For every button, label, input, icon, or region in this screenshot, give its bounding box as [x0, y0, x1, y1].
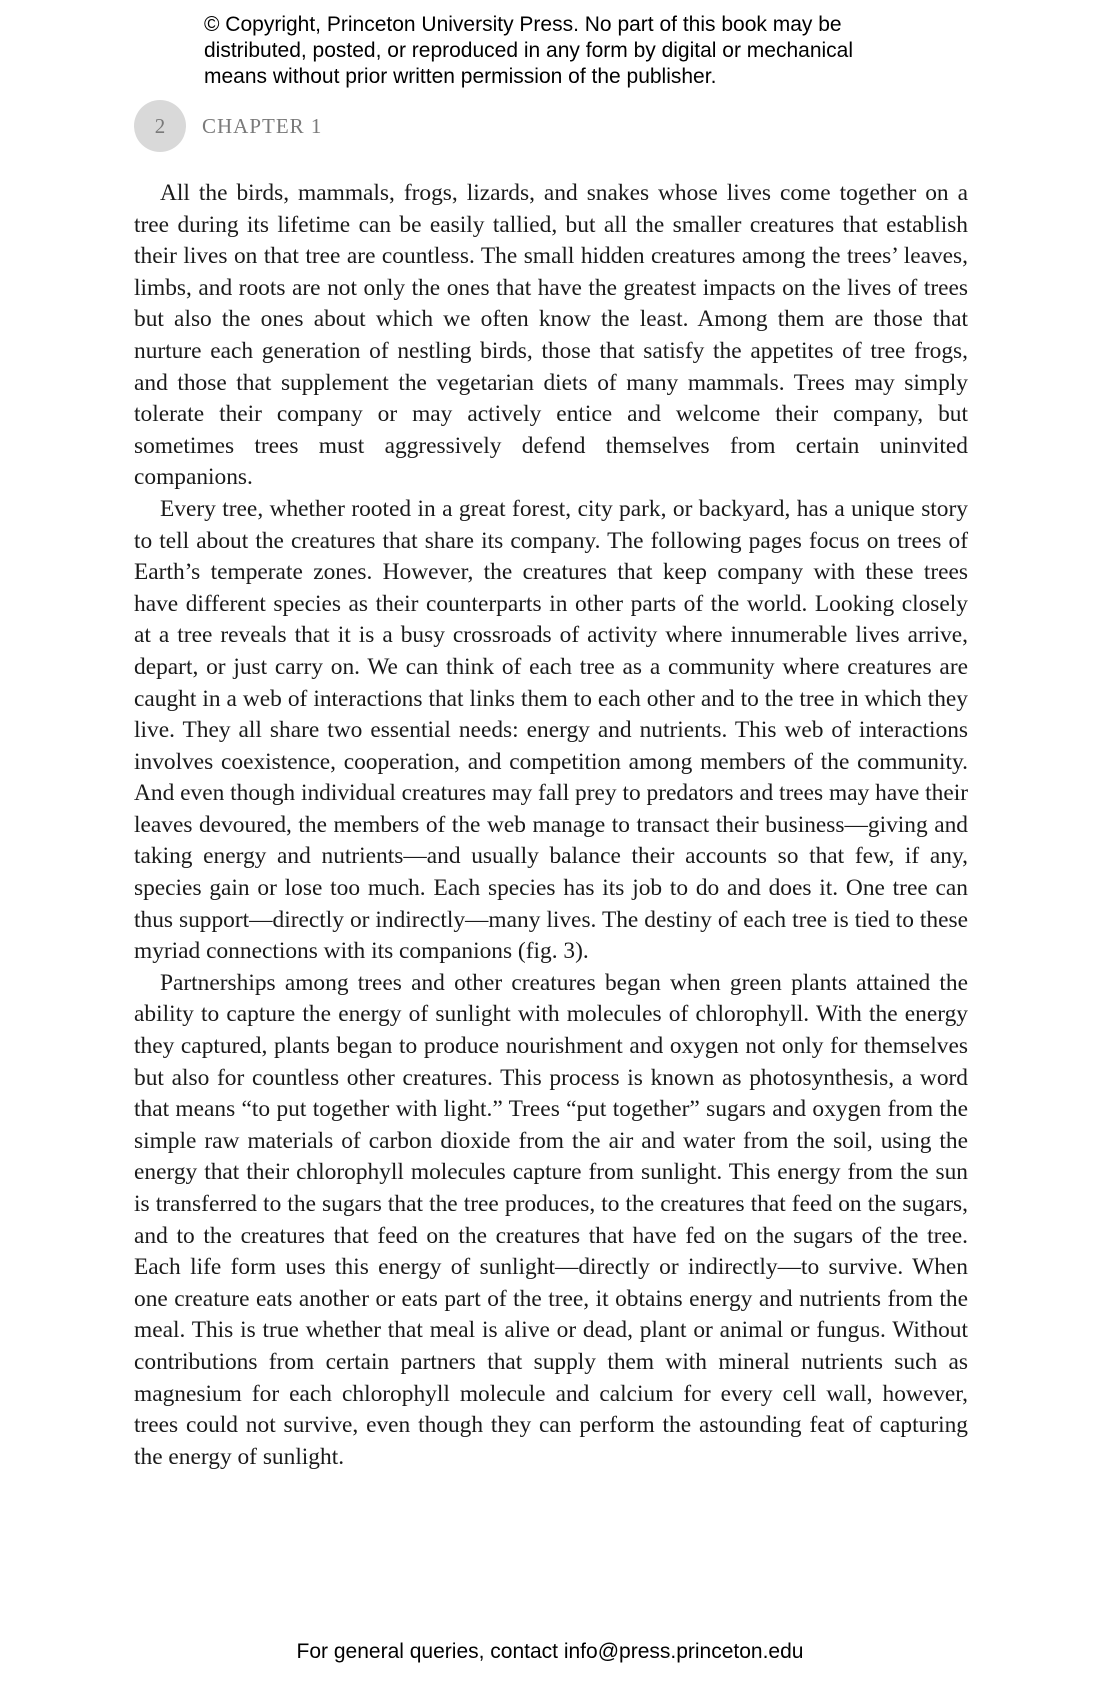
chapter-label: CHAPTER 1: [202, 113, 323, 138]
paragraph: Partnerships among trees and other creatures began when green plants attained the ability to capture the energy of sunlight with molecules of chlorophyll. With the energy they captured, plants began to produce nourishment and oxygen not only for themselves but also for countless other creatures. This process is known as photosynthesis, a word that means “to put together with light.” Trees “put together” sugars and oxygen from the simple raw materials of carbon dioxide from the air and water from the soil, using the energy that their chlorophyll molecules capture from sunlight. This energy from the sun is transferred to the sugars that the tree produces, to the creatures that feed on the sugars, and to the creatures that feed on the creatures that have fed on the sugars of the tree. Each life form uses this energy of sunlight—directly or indirectly—to survive. When one creature eats another or eats part of the tree, it obtains energy and nutrients from the meal. This is true whether that meal is alive or dead, plant or animal or fungus. Without contributions from certain partners that supply them with mineral nutrients such as magnesium for each chlorophyll molecule and calcium for every cell wall, however, trees could not survive, even though they can perform the astounding feat of capturing the energy of sunlight.: [134, 969, 968, 1470]
copyright-line: © Copyright, Princeton University Press. No part of this book may be: [204, 13, 842, 36]
page-number-badge: [134, 100, 186, 152]
page-number: 2: [154, 113, 166, 138]
body-text: [134, 178, 968, 1473]
footer-contact: For general queries, contact info@press.princeton.edu: [296, 1640, 804, 1663]
running-head: [134, 100, 322, 152]
copyright-line: distributed, posted, or reproduced in any form by digital or mechanical: [204, 39, 854, 62]
paragraph: Every tree, whether rooted in a great forest, city park, or backyard, has a unique story to tell about the creatures that share its company. The following pages focus on trees of Earth’s temperate zones. However, the creatures that keep company with these trees have different species as their counterparts in other parts of the world. Looking closely at a tree reveals that it is a busy crossroads of activity where innumerable lives arrive, depart, or just carry on. We can think of each tree as a community where creatures are caught in a web of interactions that links them to each other and to the tree in which they live. They all share two essential needs: energy and nutrients. This web of interactions involves coexistence, cooperation, and competition among members of the community. And even though individual creatures may fall prey to predators and trees may have their leaves devoured, the members of the web manage to transact their business—giving and taking energy and nutrients—and usually balance their accounts so that few, if any, species gain or lose too much. Each species has its job to do and does it. One tree can thus support—directly or indirectly—many lives. The destiny of each tree is tied to these myriad connections with its companions (fig. 3).: [134, 495, 968, 965]
copyright-notice: [204, 12, 924, 90]
paragraph: All the birds, mammals, frogs, lizards, and snakes whose lives come together on a tree during its lifetime can be easily tallied, but all the smaller creatures that establish their lives on that tree are countless. The small hidden creatures among the trees’ leaves, limbs, and roots are not only the ones that have the greatest impacts on the lives of trees but also the ones about which we often know the least. Among them are those that nurture each generation of nestling birds, those that satisfy the appetites of tree frogs, and those that supplement the vegetarian diets of many mammals. Trees may simply tolerate their company or may actively entice and welcome their company, but sometimes trees must aggressively defend themselves from certain uninvited companions.: [134, 180, 968, 491]
copyright-line: means without prior written permission of the publisher.: [204, 65, 717, 88]
